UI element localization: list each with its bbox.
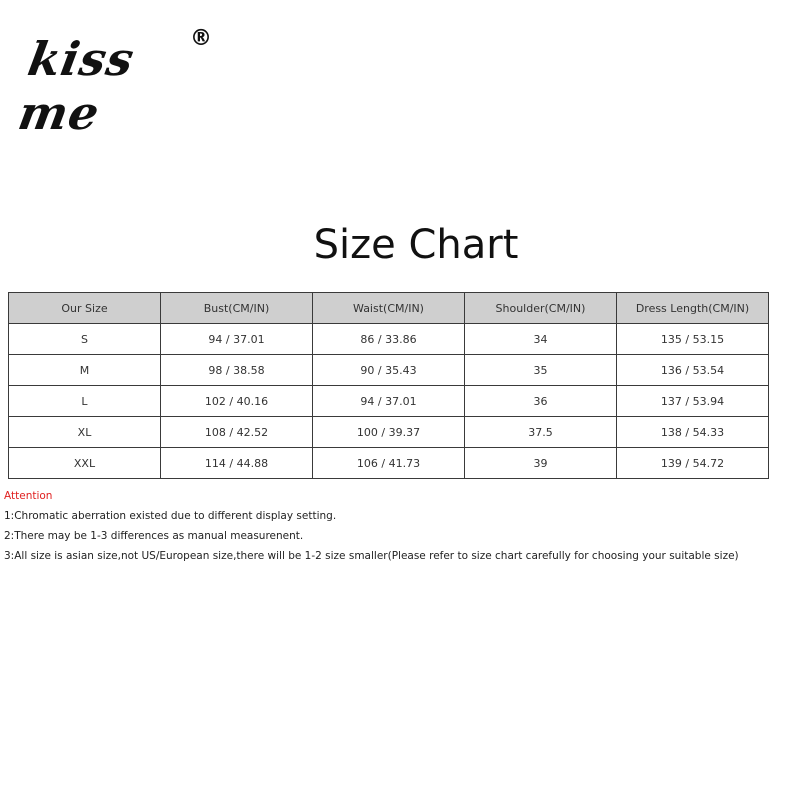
- cell-bust: 94 / 37.01: [161, 324, 313, 355]
- cell-dress-length: 135 / 53.15: [617, 324, 769, 355]
- logo-text: kiss me: [14, 32, 139, 140]
- cell-dress-length: 137 / 53.94: [617, 386, 769, 417]
- cell-size: XXL: [9, 448, 161, 479]
- cell-waist: 106 / 41.73: [313, 448, 465, 479]
- header-bust: Bust(CM/IN): [161, 293, 313, 324]
- cell-shoulder: 34: [465, 324, 617, 355]
- brand-logo: [14, 26, 222, 140]
- table-row: [9, 386, 769, 417]
- note-item: 2:There may be 1-3 differences as manual measurenent.: [4, 530, 304, 542]
- note-item: 1:Chromatic aberration existed due to different display setting.: [4, 510, 337, 522]
- cell-bust: 98 / 38.58: [161, 355, 313, 386]
- cell-waist: 100 / 39.37: [313, 417, 465, 448]
- header-our-size: Our Size: [9, 293, 161, 324]
- cell-bust: 102 / 40.16: [161, 386, 313, 417]
- cell-shoulder: 36: [465, 386, 617, 417]
- cell-size: M: [9, 355, 161, 386]
- note-item: 3:All size is asian size,not US/European size,there will be 1-2 size smaller(Please refer to size chart carefully for choosing your suitable size): [4, 550, 739, 562]
- registered-mark: ®: [190, 26, 212, 51]
- cell-size: L: [9, 386, 161, 417]
- cell-size: XL: [9, 417, 161, 448]
- header-shoulder: Shoulder(CM/IN): [465, 293, 617, 324]
- cell-waist: 90 / 35.43: [313, 355, 465, 386]
- attention-heading: Attention: [4, 490, 53, 502]
- attention-notes: [4, 489, 739, 569]
- size-table: [8, 292, 769, 479]
- cell-bust: 114 / 44.88: [161, 448, 313, 479]
- table-header-row: [9, 293, 769, 324]
- cell-dress-length: 139 / 54.72: [617, 448, 769, 479]
- cell-shoulder: 39: [465, 448, 617, 479]
- cell-dress-length: 138 / 54.33: [617, 417, 769, 448]
- cell-size: S: [9, 324, 161, 355]
- cell-waist: 86 / 33.86: [313, 324, 465, 355]
- cell-bust: 108 / 42.52: [161, 417, 313, 448]
- header-waist: Waist(CM/IN): [313, 293, 465, 324]
- table-row: [9, 448, 769, 479]
- cell-shoulder: 35: [465, 355, 617, 386]
- table-row: [9, 324, 769, 355]
- table-row: [9, 417, 769, 448]
- page-title: Size Chart: [313, 222, 519, 268]
- cell-waist: 94 / 37.01: [313, 386, 465, 417]
- table-row: [9, 355, 769, 386]
- cell-dress-length: 136 / 53.54: [617, 355, 769, 386]
- cell-shoulder: 37.5: [465, 417, 617, 448]
- header-dress-length: Dress Length(CM/IN): [617, 293, 769, 324]
